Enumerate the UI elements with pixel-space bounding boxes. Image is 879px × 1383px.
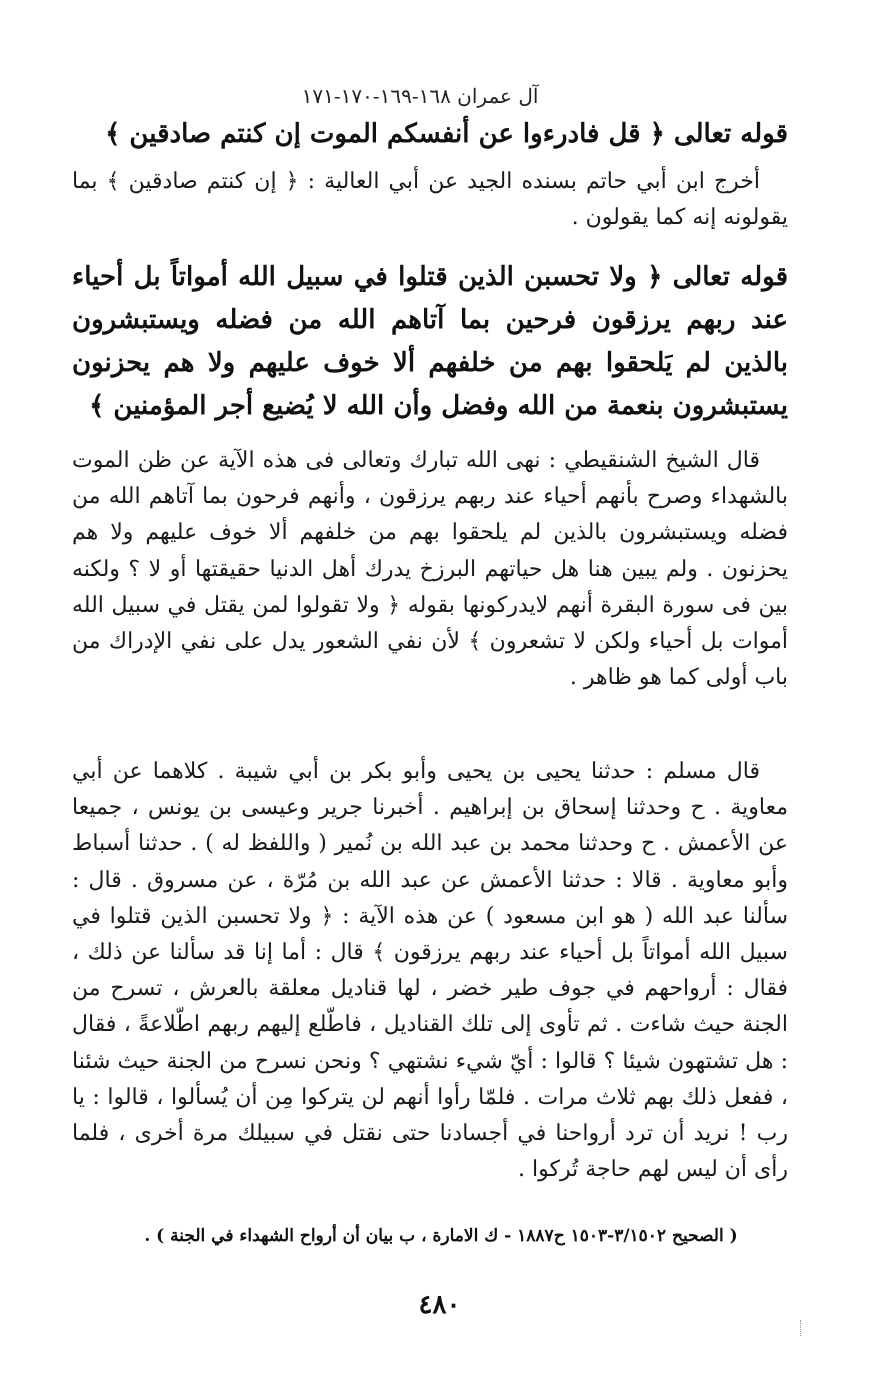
verse-heading-2: قوله تعالى ﴿ ولا تحسبن الذين قتلوا في سبيل الله أمواتاً بل أحياء عند ربهم يرزقون فرحين بما آتاهم الله من فضله ويستبشرون بالذين لم يَلحقوا بهم من خلفهم ألا خوف عليهم ولا هم يحزنون يستبشرون بنعمة من الله وفضل وأن الله لا يُضيع أجر المؤمنين ﴾ [72, 262, 788, 421]
page-number: ٤٨٠ [418, 1290, 461, 1320]
source-citation: ( الصحيح ٣/١٥٠٢-١٥٠٣ ح١٨٨٧ - ك الامارة ، ب بيان أن أرواح الشهداء في الجنة ) . [144, 1226, 738, 1246]
commentary-paragraph-1: أخرج ابن أبي حاتم بسنده الجيد عن أبي العالية : ﴿ إن كنتم صادقين ﴾ بما يقولونه إنه كما يقولون . [72, 169, 788, 231]
commentary-paragraph-2: قال الشيخ الشنقيطي : نهى الله تبارك وتعالى فى هذه الآية عن ظن الموت بالشهداء وصرح بأنهم أحياء عند ربهم يرزقون ، وأنهم فرحون بما آتاهم الله من فضله ويستبشرون بالذين لم يلحقوا بهم من خلفهم ألا خوف عليهم ولا هم يحزنون . ولم يبين هنا هل حياتهم البرزخ يدرك أهل الدنيا حقيقتها أو لا ؟ ولكنه بين فى سورة البقرة أنهم لايدركونها بقوله ﴿ ولا تقولوا لمن يقتل في سبيل الله أموات بل أحياء ولكن لا تشعرون ﴾ لأن نفي الشعور يدل على نفي الإدراك من باب أولى كما هو ظاهر . [72, 448, 788, 691]
hadith-paragraph: قال مسلم : حدثنا يحيى بن يحيى وأبو بكر بن أبي شيبة . كلاهما عن أبي معاوية . ح وحدثنا إسحاق بن إبراهيم . أخبرنا جرير وعيسى بن يونس ، جميعا عن الأعمش . ح وحدثنا محمد بن عبد الله بن نُمير ( واللفظ له ) . حدثنا أسباط وأبو معاوية . قالا : حدثنا الأعمش عن عبد الله بن مُرّة ، عن مسروق . قال : سألنا عبد الله ( هو ابن مسعود ) عن هذه الآية : ﴿ ولا تحسبن الذين قتلوا في سبيل الله أمواتاً بل أحياء عند ربهم يرزقون ﴾ قال : أما إنا قد سألنا عن ذلك ، فقال : أرواحهم في جوف طير خضر ، لها قناديل معلقة بالعرش ، تسرح من الجنة حيث شاءت . ثم تأوى إلى تلك القناديل ، فاطّلع إليهم ربهم اطّلاعةً ، فقال : هل تشتهون شيئا ؟ قالوا : أيّ شيء نشتهي ؟ ونحن نسرح من الجنة حيث شئنا ، ففعل ذلك بهم ثلاث مرات . فلمّا رأوا أنهم لن يتركوا مِن أن يُسألوا ، قالوا : يا رب ! نريد أن ترد أرواحنا في أجسادنا حتى نقتل في سبيلك مرة أخرى ، فلما رأى أن ليس لهم حاجة تُركوا . [72, 759, 788, 1183]
running-header: آل عمران ١٦٨-١٦٩-١٧٠-١٧١ [301, 84, 539, 108]
scan-edge-mark [800, 1320, 803, 1336]
verse-heading-1: قوله تعالى ﴿ قل فادرءوا عن أنفسكم الموت إن كنتم صادقين ﴾ [105, 119, 788, 149]
